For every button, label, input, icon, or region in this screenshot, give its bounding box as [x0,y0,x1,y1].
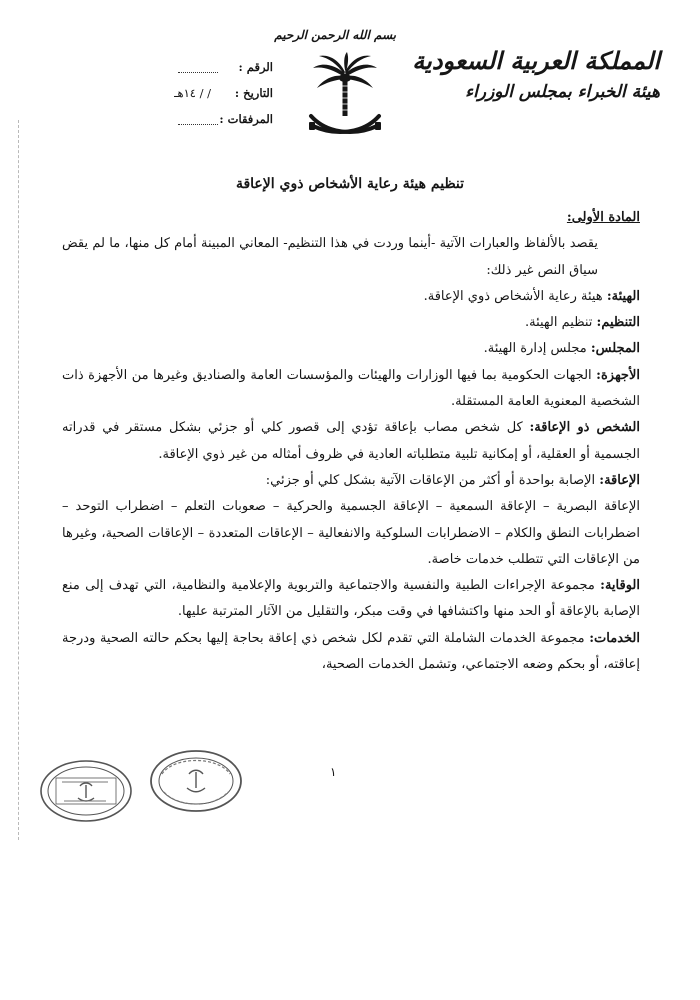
document-body [62,205,640,678]
definition-text: مجموعة الخدمات الشاملة التي تقدم لكل شخص ذي إعاقة بحاجة إليها بحكم حالته الصحية ودرجة إعاقته، أو بحكم وضعه الاجتماعي، وتشمل الخدمات الصحية، [62,630,640,673]
disabilities-list: الإعاقة البصرية – الإعاقة السمعية – الإعاقة الجسمية والحركية – صعوبات التعلم – اضطراب التوحد – اضطرابات النطق والكلام – الاضطرابات السلوكية والانفعالية – الإعاقات المتعددة – الإعاقات الصحية، وغيرها من الإعاقات التي تتطلب خدمات خاصة. [62,499,640,567]
definition-item [62,468,640,494]
definition-item [62,415,640,468]
definition-item [62,573,640,626]
definition-term: الهيئة: [606,288,640,304]
definition-text: مجموعة الإجراءات الطبية والنفسية والاجتماعية والتربوية والإعلامية والنظامية، التي تهدف إلى منع الإصابة بالإعاقة أو الحد منها واكتشافها في وقت مبكر، والتقليل من الآثار المترتبة عليها. [62,578,640,620]
article-heading-text: المادة الأولى: [566,210,640,225]
date-row [58,86,273,112]
right-official-stamp-icon [148,748,244,814]
date-value: / / ١٤هـ [174,86,211,100]
definition-text: الجهات الحكومية بما فيها الوزارات والهيئات والمؤسسات العامة والصناديق وغيرها من الأجهزة ذات الشخصية المعنوية العامة المستقلة. [62,367,640,410]
palm-and-swords-icon [305,52,385,144]
definition-term: الأجهزة: [596,367,640,383]
definition-term: التنظيم: [596,315,640,331]
definition-text: مجلس إدارة الهيئة. [483,341,591,357]
document-meta-block [58,60,273,138]
definition-term: الإعاقة: [599,472,640,488]
attachments-label: المرفقات : [219,112,273,126]
left-official-stamp-icon [38,758,134,824]
definition-term: الوقاية: [600,578,640,594]
definition-text: هيئة رعاية الأشخاص ذوي الإعاقة. [423,288,607,304]
definition-text: الإصابة بواحدة أو أكثر من الإعاقات الآتية بشكل كلي أو جزئي: [265,472,600,488]
definition-text: كل شخص مصاب بإعاقة تؤدي إلى قصور كلي أو جزئي بشكل مستقر في قدراته الجسمية أو العقلية، أو إمكانية تلبية متطلباته العادية في ظروف أمثاله من غير ذوي الإعاقة. [62,420,640,462]
org-name-line1: المملكة العربية السعودية [412,46,660,75]
reference-row [58,60,273,86]
document-title: تنظيم هيئة رعاية الأشخاص ذوي الإعاقة [235,176,465,192]
article-heading [62,205,640,231]
definition-term: المجلس: [590,341,640,357]
definition-term: الخدمات: [589,630,640,646]
scan-edge-line [18,120,20,840]
page-number: ١ [330,765,337,779]
definition-item [62,336,640,362]
definition-item [62,284,640,310]
date-label: التاريخ : [234,86,273,100]
definition-item [62,363,640,416]
definition-item [62,310,640,336]
article-intro: يقصد بالألفاظ والعبارات الآتية -أينما وردت في هذا التنظيم- المعاني المبينة أمام كل منها، ما لم يقض سياق النص غير ذلك: [62,236,598,278]
org-name-line2: هيئة الخبراء بمجلس الوزراء [465,82,660,102]
definition-text: تنظيم الهيئة. [524,315,597,331]
attachments-blank-line [178,124,218,125]
attachments-row [58,112,273,138]
definition-term: الشخص ذو الإعاقة: [529,420,640,436]
reference-blank-line [178,72,218,73]
organization-header [412,44,660,106]
definition-item [62,626,640,679]
reference-label: الرقم : [238,60,273,74]
basmala: بسم الله الرحمن الرحيم [274,28,396,42]
